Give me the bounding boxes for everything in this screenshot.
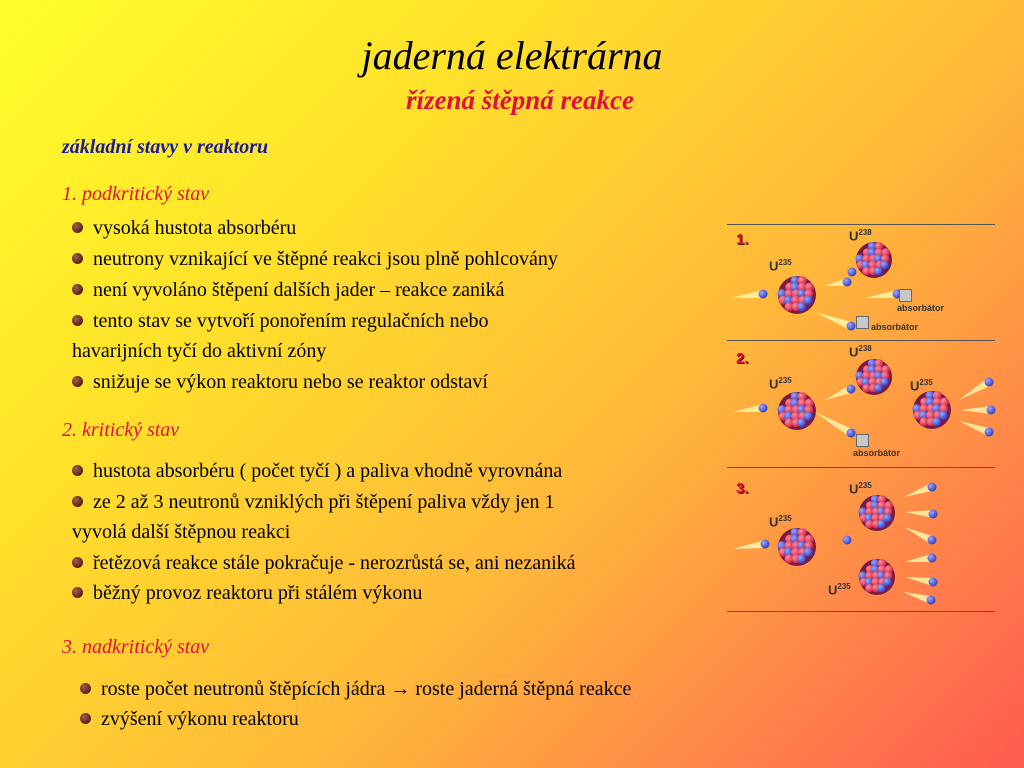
panel-2-number: 2. <box>736 350 749 367</box>
nucleus-icon <box>777 528 816 566</box>
absorber-icon <box>856 316 869 329</box>
nucleus-icon <box>858 559 895 595</box>
neutron-icon <box>985 428 994 437</box>
neutron-icon <box>985 378 994 387</box>
bullet-icon <box>72 315 83 326</box>
nucleus-icon <box>912 391 951 429</box>
page-title: jaderná elektrárna <box>361 33 663 78</box>
panel-3-number: 3. <box>736 480 749 497</box>
neutron-icon <box>759 404 768 413</box>
neutron-icon <box>848 268 857 277</box>
nucleus-icon <box>855 242 892 278</box>
neutron-icon <box>761 540 770 549</box>
neutron-icon <box>929 578 938 587</box>
fission-diagram <box>727 222 997 617</box>
absorber-icon <box>856 434 869 447</box>
bullet-continuation: havarijních tyčí do aktivní zóny <box>72 340 327 362</box>
nucleus-icon <box>777 276 816 314</box>
neutron-icon <box>928 536 937 545</box>
neutron-icon <box>927 596 936 605</box>
neutron-icon <box>929 510 938 519</box>
bullet-icon <box>72 253 83 264</box>
page-subtitle: řízená štěpná reakce <box>406 85 634 115</box>
neutron-icon <box>759 290 768 299</box>
u235-label: $U^{235}$ <box>849 481 872 497</box>
bullet-item: snižuje se výkon reaktoru nebo se reaktor odstaví <box>72 367 488 397</box>
absorber-label: absorbátor <box>853 448 901 458</box>
bullet-icon <box>72 587 83 598</box>
section-heading: základní stavy v reaktoru <box>62 136 269 158</box>
neutron-icon <box>928 483 937 492</box>
u235-label: $U^{235}$ <box>769 376 792 392</box>
bullet-item: roste počet neutronů štěpících jádra → roste jaderná štěpná reakce <box>80 674 631 704</box>
u238-label: $U^{238}$ <box>849 344 872 360</box>
bullet-item: hustota absorbéru ( počet tyčí ) a paliva vhodně vyrovnána <box>72 456 562 486</box>
neutron-icon <box>847 429 856 438</box>
bullet-item: vysoká hustota absorbéru <box>72 213 296 243</box>
neutron-icon <box>847 385 856 394</box>
u235-label: $U^{235}$ <box>769 514 792 530</box>
bullet-item: neutrony vznikající ve štěpné reakci jsou plně pohlcovány <box>72 244 558 274</box>
fission-diagram-graphics <box>727 222 997 617</box>
bullet-icon <box>72 465 83 476</box>
absorber-icon <box>899 289 912 302</box>
nucleus-icon <box>855 359 892 395</box>
bullet-icon <box>80 713 91 724</box>
section-2-title: 2. kritický stav <box>62 419 180 441</box>
bullet-continuation: vyvolá další štěpnou reakci <box>72 521 291 543</box>
u235-label: $U^{235}$ <box>769 258 792 274</box>
nucleus-icon <box>777 392 816 430</box>
absorber-label: absorbátor <box>871 322 919 332</box>
nucleus-icon <box>858 495 895 531</box>
bullet-item: řetězová reakce stále pokračuje - nerozrůstá se, ani nezaniká <box>72 548 576 578</box>
absorber-label: absorbátor <box>897 303 945 313</box>
bullet-icon <box>72 496 83 507</box>
neutron-icon <box>847 322 856 331</box>
panel-1-number: 1. <box>736 231 749 248</box>
bullet-item: zvýšení výkonu reaktoru <box>80 704 299 734</box>
section-3-title: 3. nadkritický stav <box>62 636 210 658</box>
bullet-item: běžný provoz reaktoru při stálém výkonu <box>72 578 422 608</box>
neutron-icon <box>928 554 937 563</box>
neutron-icon <box>987 406 996 415</box>
u238-label: $U^{238}$ <box>849 228 872 244</box>
u235-label: $U^{235}$ <box>910 378 933 394</box>
bullet-icon <box>72 222 83 233</box>
bullet-icon <box>72 284 83 295</box>
bullet-icon <box>72 557 83 568</box>
section-1-title: 1. podkritický stav <box>62 183 210 205</box>
bullet-icon <box>80 683 91 694</box>
bullet-item: ze 2 až 3 neutronů vzniklých při štěpení paliva vždy jen 1 <box>72 487 555 517</box>
neutron-icon <box>843 536 852 545</box>
neutron-icon <box>843 278 852 287</box>
bullet-item: není vyvoláno štěpení dalších jader – reakce zaniká <box>72 275 505 305</box>
u235-label: $U^{235}$ <box>828 582 851 598</box>
bullet-icon <box>72 376 83 387</box>
bullet-item: tento stav se vytvoří ponořením regulačních nebo <box>72 306 488 336</box>
